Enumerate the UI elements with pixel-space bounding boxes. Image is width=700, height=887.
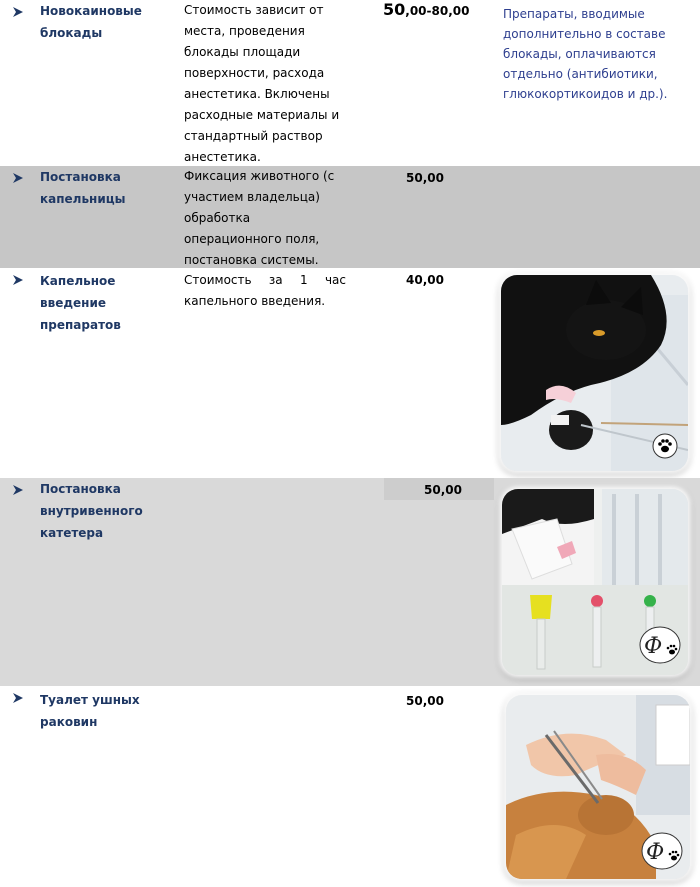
service-price: 40,00 (406, 273, 444, 287)
service-price: 50,00 (424, 483, 462, 497)
service-note: Препараты, вводимые дополнительно в составе блокады, оплачиваются отдельно (антибиотики, глюкокортикоидов и др.). (503, 7, 668, 101)
service-row-iv-catheter (0, 478, 700, 686)
service-row-drip-infusion (0, 268, 700, 478)
arrow-bullet-icon (12, 172, 24, 184)
arrow-bullet-icon (12, 6, 24, 18)
photo-cat-on-drip (501, 275, 688, 471)
service-name: Новокаиновые блокады (40, 4, 142, 40)
paw-logo-icon (652, 433, 678, 459)
service-price: 50,00 (406, 171, 444, 185)
service-description: Стоимость зависит от места, проведения блокады площади поверхности, расхода анестетика. Включены расходные материалы и стандартный раствор анестетика. (184, 3, 340, 164)
service-price: 50,00 (406, 694, 444, 708)
service-description: Стоимость за 1 час капельного введения. (184, 273, 346, 308)
svg-text:Ф: Ф (644, 634, 663, 659)
arrow-bullet-icon (12, 274, 24, 286)
price-rest: ,00-80,00 (405, 4, 470, 18)
clinic-logo-icon (640, 831, 684, 871)
service-row-ear-cleaning (0, 686, 700, 887)
service-name: Постановка капельницы (40, 170, 126, 206)
price-prefix: 50 (383, 0, 406, 19)
service-name: Постановка внутривенного катетера (40, 482, 143, 540)
arrow-bullet-icon (12, 692, 24, 704)
service-name: Туалет ушных раковин (40, 693, 140, 729)
service-price (383, 0, 469, 21)
photo-iv-catheters (502, 489, 688, 675)
photo-ear-cleaning (506, 695, 690, 879)
service-description: Фиксация животного (с участием владельца) обработка операционного поля, постановка системы. (184, 169, 335, 267)
service-row-drip-setup (0, 166, 700, 268)
arrow-bullet-icon (12, 484, 24, 496)
service-name: Капельное введение препаратов (40, 274, 121, 332)
svg-text:Ф: Ф (646, 840, 665, 865)
clinic-logo-icon (638, 625, 682, 665)
service-row-novocaine (0, 0, 700, 166)
